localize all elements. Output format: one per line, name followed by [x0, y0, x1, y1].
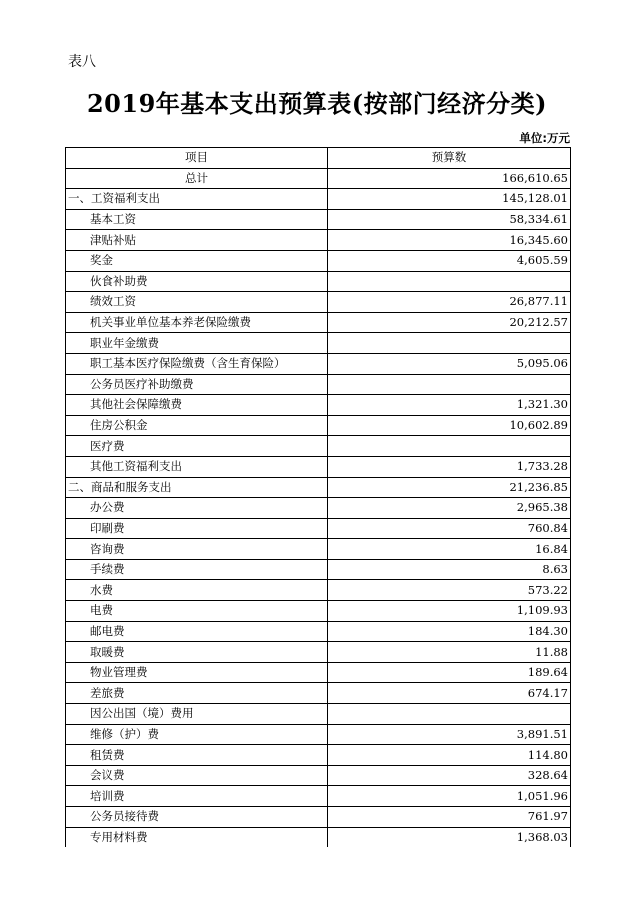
row-item-name: 咨询费 — [66, 539, 328, 560]
row-item-name: 一、工资福利支出 — [66, 189, 328, 210]
row-amount-value: 328.64 — [328, 765, 571, 786]
row-item-name: 奖金 — [66, 250, 328, 271]
row-amount-value: 5,095.06 — [328, 353, 571, 374]
table-row — [66, 189, 571, 210]
row-item-name: 邮电费 — [66, 621, 328, 642]
table-row — [66, 498, 571, 519]
table-row — [66, 559, 571, 580]
table-row — [66, 415, 571, 436]
row-amount-value — [328, 436, 571, 457]
page-title: 2019年基本支出预算表(按部门经济分类) — [86, 89, 547, 118]
row-amount-value: 2,965.38 — [328, 498, 571, 519]
row-amount-value: 20,212.57 — [328, 312, 571, 333]
row-amount-value: 189.64 — [328, 662, 571, 683]
row-item-name: 专用材料费 — [66, 827, 328, 847]
table-body — [66, 168, 571, 847]
table-row — [66, 786, 571, 807]
row-amount-value — [328, 333, 571, 354]
table-row — [66, 518, 571, 539]
row-item-name: 办公费 — [66, 498, 328, 519]
table-row — [66, 292, 571, 313]
row-item-name: 津贴补贴 — [66, 230, 328, 251]
table-row — [66, 765, 571, 786]
row-amount-value: 761.97 — [328, 807, 571, 828]
table-row — [66, 312, 571, 333]
row-item-name: 伙食补助费 — [66, 271, 328, 292]
row-amount-value: 184.30 — [328, 621, 571, 642]
row-amount-value: 114.80 — [328, 745, 571, 766]
row-item-name: 水费 — [66, 580, 328, 601]
row-amount-value — [328, 271, 571, 292]
row-item-name: 绩效工资 — [66, 292, 328, 313]
row-item-name: 公务员接待费 — [66, 807, 328, 828]
row-amount-value: 674.17 — [328, 683, 571, 704]
row-amount-value: 3,891.51 — [328, 724, 571, 745]
row-amount-value — [328, 704, 571, 725]
row-amount-value: 4,605.59 — [328, 250, 571, 271]
table-number-label: 表八 — [68, 54, 96, 70]
row-amount-value: 1,733.28 — [328, 456, 571, 477]
column-header-item: 项目 — [66, 148, 328, 169]
row-amount-value: 573.22 — [328, 580, 571, 601]
table-row — [66, 724, 571, 745]
table-row — [66, 642, 571, 663]
row-item-name: 其他工资福利支出 — [66, 456, 328, 477]
row-item-name: 电费 — [66, 601, 328, 622]
row-item-name: 总计 — [66, 168, 328, 189]
row-amount-value: 16.84 — [328, 539, 571, 560]
row-amount-value: 166,610.65 — [328, 168, 571, 189]
row-amount-value: 1,109.93 — [328, 601, 571, 622]
table-row — [66, 353, 571, 374]
row-amount-value: 21,236.85 — [328, 477, 571, 498]
table-header-row — [66, 148, 571, 169]
row-item-name: 职工基本医疗保险缴费（含生育保险） — [66, 353, 328, 374]
unit-label: 单位:万元 — [519, 131, 570, 145]
row-item-name: 维修（护）费 — [66, 724, 328, 745]
table-row — [66, 580, 571, 601]
row-item-name: 培训费 — [66, 786, 328, 807]
row-amount-value: 8.63 — [328, 559, 571, 580]
table-row — [66, 168, 571, 189]
row-item-name: 其他社会保障缴费 — [66, 395, 328, 416]
table-row — [66, 250, 571, 271]
row-item-name: 手续费 — [66, 559, 328, 580]
row-item-name: 差旅费 — [66, 683, 328, 704]
budget-table — [65, 147, 571, 847]
column-header-amount: 预算数 — [328, 148, 571, 169]
row-amount-value: 10,602.89 — [328, 415, 571, 436]
table-row — [66, 374, 571, 395]
row-item-name: 住房公积金 — [66, 415, 328, 436]
row-amount-value: 1,321.30 — [328, 395, 571, 416]
table-row — [66, 662, 571, 683]
row-amount-value: 1,368.03 — [328, 827, 571, 847]
row-item-name: 租赁费 — [66, 745, 328, 766]
row-item-name: 机关事业单位基本养老保险缴费 — [66, 312, 328, 333]
table-row — [66, 333, 571, 354]
table-row — [66, 621, 571, 642]
row-amount-value: 58,334.61 — [328, 209, 571, 230]
table-row — [66, 704, 571, 725]
row-item-name: 因公出国（境）费用 — [66, 704, 328, 725]
row-item-name: 物业管理费 — [66, 662, 328, 683]
table-row — [66, 477, 571, 498]
table-row — [66, 601, 571, 622]
row-item-name: 基本工资 — [66, 209, 328, 230]
row-amount-value: 26,877.11 — [328, 292, 571, 313]
row-amount-value: 11.88 — [328, 642, 571, 663]
row-amount-value: 760.84 — [328, 518, 571, 539]
row-amount-value: 145,128.01 — [328, 189, 571, 210]
table-row — [66, 539, 571, 560]
row-item-name: 医疗费 — [66, 436, 328, 457]
row-item-name: 职业年金缴费 — [66, 333, 328, 354]
table-row — [66, 230, 571, 251]
row-item-name: 印刷费 — [66, 518, 328, 539]
table-row — [66, 271, 571, 292]
table-row — [66, 827, 571, 847]
row-item-name: 会议费 — [66, 765, 328, 786]
row-amount-value: 16,345.60 — [328, 230, 571, 251]
table-row — [66, 436, 571, 457]
row-amount-value: 1,051.96 — [328, 786, 571, 807]
table-row — [66, 395, 571, 416]
table-row — [66, 209, 571, 230]
table-row — [66, 807, 571, 828]
table-row — [66, 456, 571, 477]
row-item-name: 公务员医疗补助缴费 — [66, 374, 328, 395]
table-row — [66, 683, 571, 704]
table-row — [66, 745, 571, 766]
row-item-name: 取暖费 — [66, 642, 328, 663]
row-item-name: 二、商品和服务支出 — [66, 477, 328, 498]
row-amount-value — [328, 374, 571, 395]
